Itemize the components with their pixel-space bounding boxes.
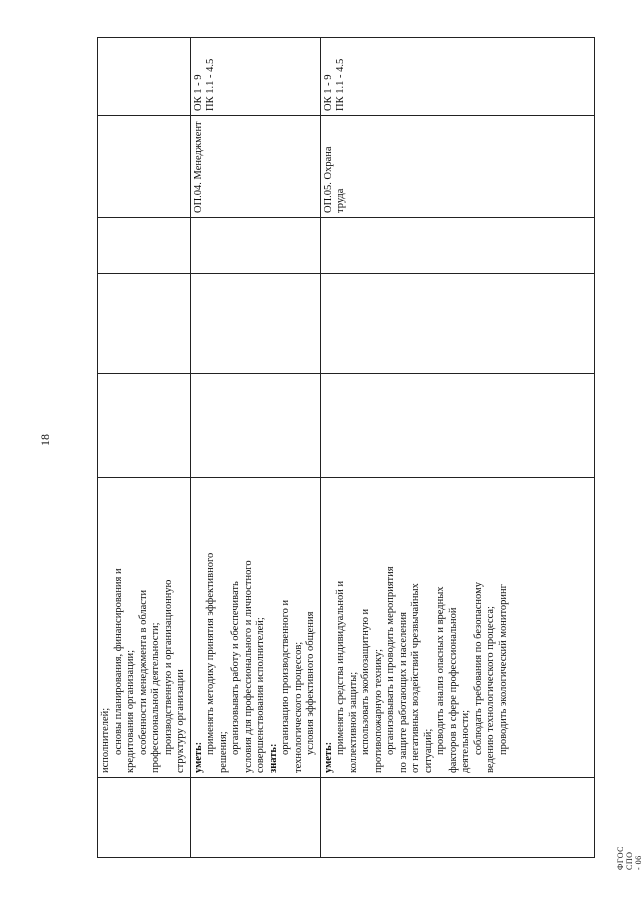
footer-standard-code: ФГОС СПО - 06 <box>616 846 643 870</box>
competency-code: ПК 1.1 - 4.5 <box>335 58 346 111</box>
requirement-line: решения; <box>217 731 229 773</box>
requirement-line: проводить экологический мониторинг <box>497 584 509 755</box>
requirement-line: особенности менеджмента в области <box>137 589 149 755</box>
curriculum-table <box>97 37 595 858</box>
discipline-name: ОП.04. Менеджмент <box>192 121 204 213</box>
requirement-line: проводить анализ опасных и вредных <box>435 586 446 755</box>
requirement-line: организацию производственного и <box>280 599 291 755</box>
requirement-line: организовывать и проводить мероприятия <box>385 566 396 755</box>
discipline-cell <box>320 116 594 218</box>
hours-cell <box>190 374 320 478</box>
requirement-line: соблюдать требования по безопасному <box>472 582 484 755</box>
requirement-line: по защите работающих и населения <box>397 612 409 773</box>
competencies-cell <box>190 38 320 116</box>
competency-code: ПК 1.1 - 4.5 <box>205 58 216 111</box>
hours-cell <box>320 218 594 274</box>
requirements-cell <box>190 478 320 778</box>
index-cell <box>98 778 191 858</box>
table-row <box>98 38 191 858</box>
hours-cell <box>98 374 191 478</box>
requirement-line: факторов в сфере профессиональной <box>447 607 459 773</box>
requirement-line: ведению технологического процесса; <box>485 606 496 773</box>
table-row <box>190 38 320 858</box>
competency-code: ОК 1 - 9 <box>322 74 334 111</box>
requirement-line: структуру организации <box>175 669 186 773</box>
requirement-line: применять средства индивидуальной и <box>335 580 346 755</box>
requirement-line: знать: <box>267 743 279 773</box>
requirement-line: деятельности; <box>460 709 471 773</box>
index-cell <box>320 778 594 858</box>
requirement-line: применять методику принятия эффективного <box>205 552 216 755</box>
requirement-line: уметь: <box>322 741 334 773</box>
requirement-line: коллективной защиты; <box>347 671 359 773</box>
requirement-line: противопожарную технику; <box>372 648 384 773</box>
page-number: 18 <box>38 434 52 446</box>
requirement-line: организовывать работу и обеспечивать <box>230 581 241 755</box>
requirement-line: кредитования организации; <box>125 650 136 773</box>
requirement-line: технологического процессов; <box>292 641 304 773</box>
requirement-line: использовать экобиозащитную и <box>360 608 371 755</box>
requirement-line: условия для профессионального и личностного <box>242 560 254 773</box>
hours-cell <box>320 374 594 478</box>
discipline-cell <box>98 116 191 218</box>
hours-cell <box>320 274 594 374</box>
rotated-table-container <box>97 38 567 858</box>
hours-cell <box>190 274 320 374</box>
index-cell <box>190 778 320 858</box>
requirement-line: ситуаций; <box>422 728 434 773</box>
requirement-line: исполнителей; <box>100 707 111 773</box>
discipline-name: ОП.05. Охрана труда <box>322 146 346 213</box>
requirement-line: производственную и организационную <box>162 579 174 755</box>
requirement-line: уметь: <box>192 741 204 773</box>
hours-cell <box>98 218 191 274</box>
competencies-cell <box>98 38 191 116</box>
discipline-cell <box>190 116 320 218</box>
requirement-line: совершенствования исполнителей; <box>255 617 266 773</box>
requirement-line: от негативных воздействий чрезвычайных <box>410 583 421 773</box>
competencies-cell <box>320 38 594 116</box>
hours-cell <box>190 218 320 274</box>
requirement-line: условия эффективного общения <box>305 611 316 755</box>
requirements-cell <box>98 478 191 778</box>
hours-cell <box>98 274 191 374</box>
table-row <box>320 38 594 858</box>
competency-code: ОК 1 - 9 <box>192 74 204 111</box>
requirement-line: основы планирования, финансирования и <box>112 568 124 755</box>
requirements-cell <box>320 478 594 778</box>
requirement-line: профессиональной деятельности; <box>150 622 161 773</box>
